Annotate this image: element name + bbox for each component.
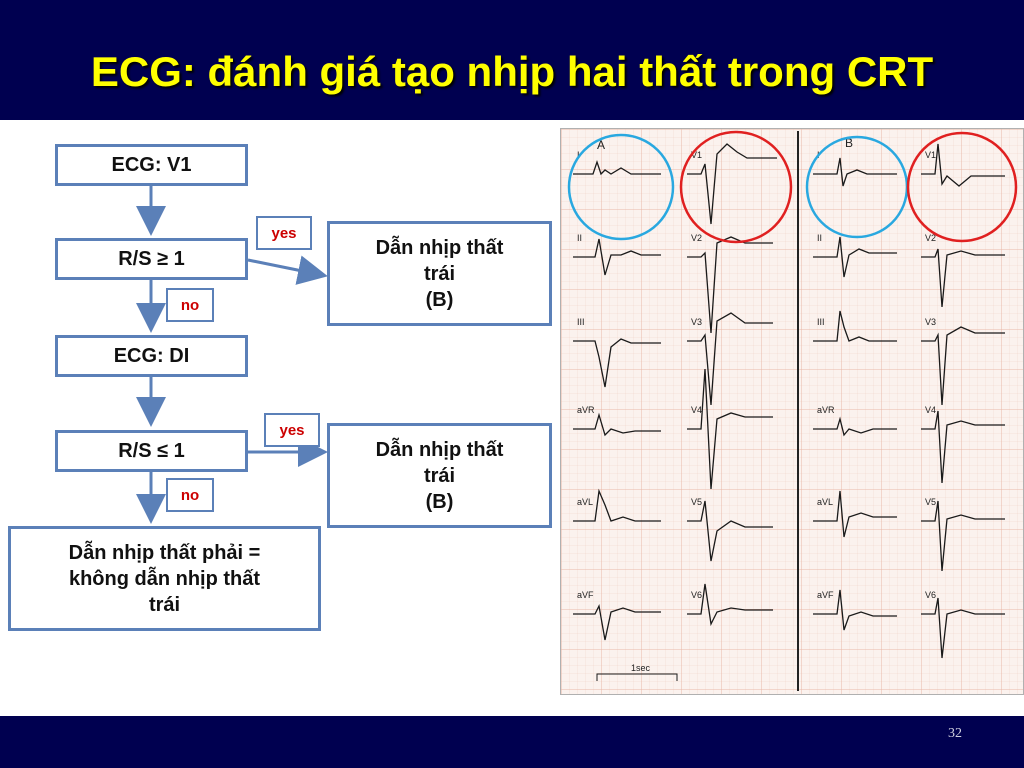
ecg-grid xyxy=(561,129,1023,694)
lead-label-a-i: I xyxy=(577,150,580,160)
final-line2: không dẫn nhịp thất xyxy=(68,567,261,590)
lead-label-b-v3: V3 xyxy=(925,317,937,327)
rs-le-1-label: R/S ≤ 1 xyxy=(118,440,185,462)
rs-ge-1-label: R/S ≥ 1 xyxy=(118,248,185,270)
panel-a-label: A xyxy=(597,138,606,152)
footer-bar xyxy=(0,716,1024,768)
no-label-1: no xyxy=(180,296,200,314)
lead-label-b-v4: V4 xyxy=(925,405,937,415)
lead-label-a-v5: V5 xyxy=(691,497,703,507)
lead-label-b-i: I xyxy=(817,150,820,160)
lead-label-b-v1: V1 xyxy=(925,150,937,160)
result-2-line3: (B) xyxy=(425,490,454,513)
ecg-tracing xyxy=(561,129,1023,694)
lead-label-b-ii: II xyxy=(817,233,823,243)
result-1-line2: trái xyxy=(423,262,456,285)
yes-tag-2 xyxy=(264,413,320,447)
ecg-v1-box xyxy=(55,144,248,186)
lead-label-b-v6: V6 xyxy=(925,590,937,600)
lead-label-a-avr: aVR xyxy=(577,405,595,415)
lead-label-a-avf: aVF xyxy=(577,590,594,600)
page-number: 32 xyxy=(948,726,962,741)
final-box xyxy=(8,526,321,631)
scale-label: 1sec xyxy=(631,663,651,673)
slide-title: ECG: đánh giá tạo nhịp hai thất trong CRT xyxy=(90,48,934,95)
lead-label-b-v5: V5 xyxy=(925,497,937,507)
lead-label-b-iii: III xyxy=(817,317,825,327)
lead-label-a-iii: III xyxy=(577,317,585,327)
lead-label-a-v1: V1 xyxy=(691,150,703,160)
ecg-di-label: ECG: DI xyxy=(113,345,190,367)
result-2-line1: Dẫn nhịp thất xyxy=(375,438,504,461)
rs-ge-1-box xyxy=(55,238,248,280)
result-2-box xyxy=(327,423,552,528)
no-tag-1 xyxy=(166,288,214,322)
lead-label-a-v3: V3 xyxy=(691,317,703,327)
lead-label-a-v4: V4 xyxy=(691,405,703,415)
lead-label-b-avr: aVR xyxy=(817,405,835,415)
arrow-rs1-to-result1 xyxy=(248,260,322,275)
rs-le-1-box xyxy=(55,430,248,472)
final-line1: Dẫn nhịp thất phải = xyxy=(68,541,261,564)
no-label-2: no xyxy=(180,486,200,504)
result-1-line1: Dẫn nhịp thất xyxy=(375,236,504,259)
final-line3: trái xyxy=(148,593,181,616)
lead-label-a-v6: V6 xyxy=(691,590,703,600)
ecg-image xyxy=(560,128,1024,695)
ecg-v1-label: ECG: V1 xyxy=(111,154,192,176)
ecg-di-box xyxy=(55,335,248,377)
lead-label-b-avf: aVF xyxy=(817,590,834,600)
result-1-box xyxy=(327,221,552,326)
no-tag-2 xyxy=(166,478,214,512)
lead-label-a-v2: V2 xyxy=(691,233,703,243)
lead-label-a-ii: II xyxy=(577,233,583,243)
result-1-line3: (B) xyxy=(425,288,454,311)
yes-label-1: yes xyxy=(271,224,297,242)
lead-label-a-avl: aVL xyxy=(577,497,594,507)
result-2-line2: trái xyxy=(423,464,456,487)
lead-label-b-v2: V2 xyxy=(925,233,937,243)
yes-label-2: yes xyxy=(279,421,305,439)
yes-tag-1 xyxy=(256,216,312,250)
lead-label-b-avl: aVL xyxy=(817,497,834,507)
panel-b-label: B xyxy=(845,136,854,150)
